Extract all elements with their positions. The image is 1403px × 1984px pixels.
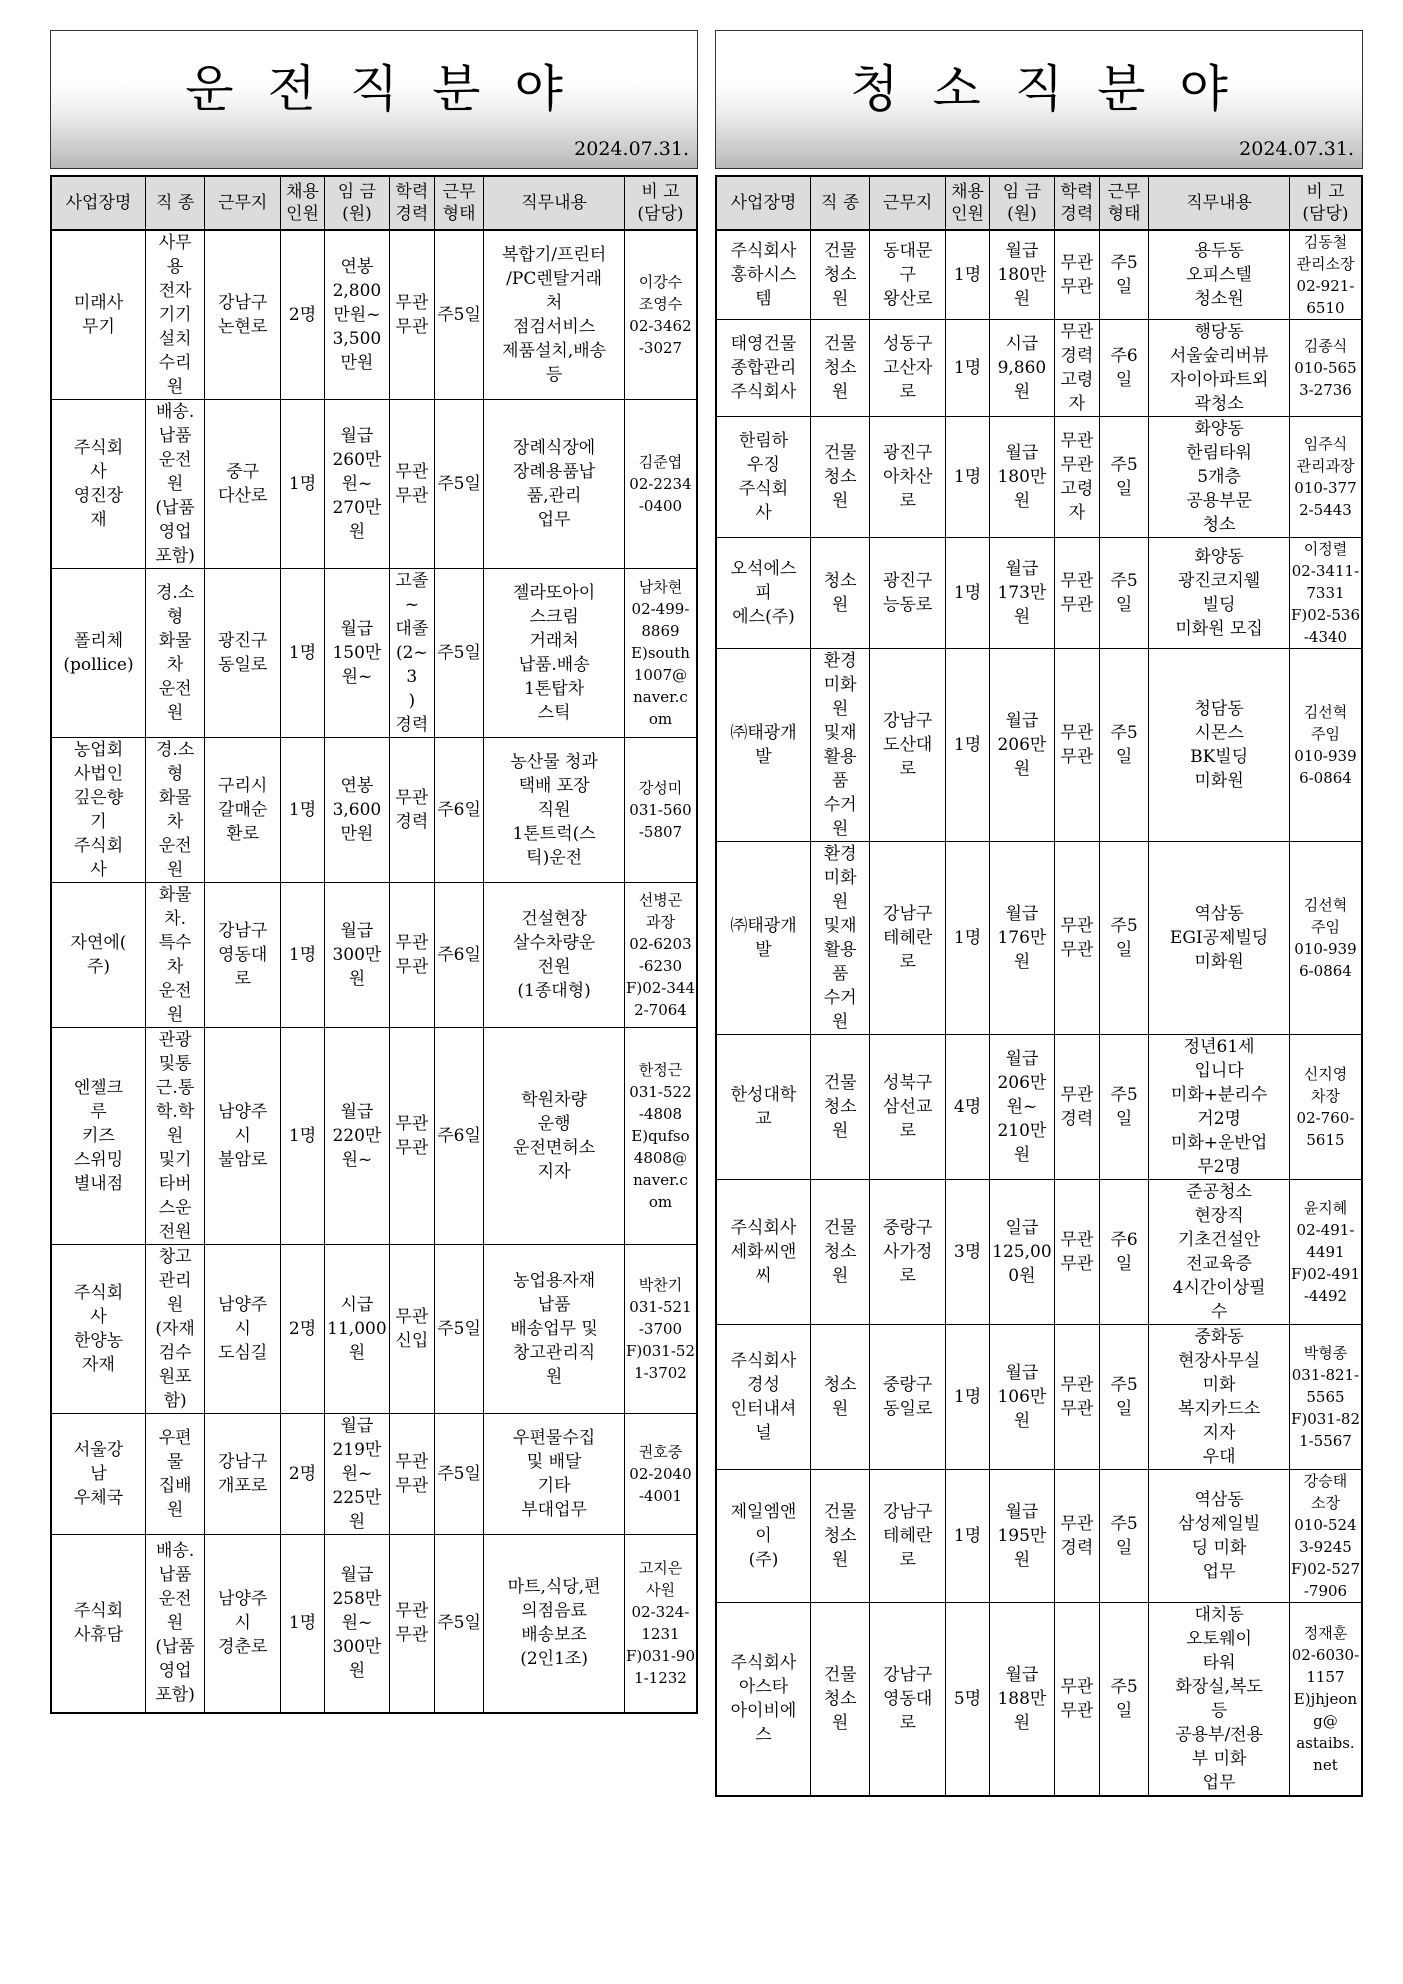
- column-header: 채용 인원: [946, 176, 990, 230]
- job-cell: 건물 청소 원: [810, 1603, 869, 1797]
- wage-cell: 월급 173만 원: [990, 538, 1055, 649]
- wage-cell: 월급 206만 원~ 210만 원: [990, 1035, 1055, 1180]
- cleaning-jobs-panel: [715, 30, 1363, 1793]
- count-cell: 1명: [946, 538, 990, 649]
- wage-cell: 연봉 3,600 만원: [325, 738, 390, 883]
- column-header: 근무 형태: [434, 176, 483, 230]
- count-cell: 1명: [281, 569, 325, 738]
- column-header: 근무 형태: [1099, 176, 1148, 230]
- job-cell: 경.소 형 화물 차 운전 원: [145, 738, 204, 883]
- duty-cell: 청담동 시몬스 BK빌딩 미화원: [1149, 649, 1290, 842]
- count-cell: 1명: [281, 1028, 325, 1245]
- count-cell: 1명: [281, 400, 325, 569]
- duty-cell: 준공청소 현장직 기초건설안 전교육증 4시간이상필 수: [1149, 1180, 1290, 1325]
- location-cell: 강남구 개포로: [205, 1414, 281, 1535]
- job-cell: 배송. 납품 운전 원 (납품 영업 포함): [145, 1535, 204, 1713]
- education-cell: 무관 무관: [389, 1028, 434, 1245]
- company-cell: 주식회 사휴담: [51, 1535, 145, 1713]
- education-cell: 무관 무관: [1054, 538, 1099, 649]
- job-cell: 관광 및통 근.통 학.학 원 및기 타버 스운 전원: [145, 1028, 204, 1245]
- column-header: 채용 인원: [281, 176, 325, 230]
- worktype-cell: 주6 일: [1099, 320, 1148, 417]
- location-cell: 강남구 테헤란 로: [870, 842, 946, 1035]
- job-cell: 건물 청소 원: [810, 320, 869, 417]
- table-row: [716, 649, 1362, 842]
- wage-cell: 월급 220만 원~: [325, 1028, 390, 1245]
- panel-title: 청소직분야: [850, 60, 1262, 118]
- jobs-table: [50, 175, 698, 1714]
- column-header: 직 종: [810, 176, 869, 230]
- column-header: 학력 경력: [1054, 176, 1099, 230]
- column-header: 임 금 (원): [325, 176, 390, 230]
- duty-cell: 역삼동 EGI공제빌딩 미화원: [1149, 842, 1290, 1035]
- column-header: 사업장명: [716, 176, 810, 230]
- count-cell: 2명: [281, 1414, 325, 1535]
- count-cell: 2명: [281, 1245, 325, 1414]
- worktype-cell: 주5 일: [1099, 1603, 1148, 1797]
- table-row: [716, 1035, 1362, 1180]
- table-row: [51, 1028, 697, 1245]
- location-cell: 광진구 능동로: [870, 538, 946, 649]
- worktype-cell: 주5일: [434, 1245, 483, 1414]
- education-cell: 무관 무관: [1054, 1603, 1099, 1797]
- worktype-cell: 주5 일: [1099, 538, 1148, 649]
- duty-cell: 화양동 광진코지웰 빌딩 미화원 모집: [1149, 538, 1290, 649]
- job-cell: 환경 미화 원 및재 활용 품 수거 원: [810, 649, 869, 842]
- wage-cell: 월급 258만 원~ 300만 원: [325, 1535, 390, 1713]
- worktype-cell: 주6 일: [1099, 1180, 1148, 1325]
- contact-cell: 고지은 사원 02-324- 1231 F)031-90 1-1232: [624, 1535, 697, 1713]
- wage-cell: 월급 180만 원: [990, 230, 1055, 320]
- company-cell: 자연에( 주): [51, 883, 145, 1028]
- job-cell: 경.소 형 화물 차 운전 원: [145, 569, 204, 738]
- contact-cell: 선병곤 과장 02-6203 -6230 F)02-344 2-7064: [624, 883, 697, 1028]
- worktype-cell: 주5 일: [1099, 1035, 1148, 1180]
- contact-cell: 임주식 관리과장 010-377 2-5443: [1289, 417, 1362, 538]
- worktype-cell: 주5 일: [1099, 842, 1148, 1035]
- count-cell: 1명: [946, 230, 990, 320]
- education-cell: 무관 신입: [389, 1245, 434, 1414]
- panel-title: 운전직분야: [185, 60, 597, 118]
- job-cell: 건물 청소 원: [810, 1470, 869, 1603]
- duty-cell: 중화동 현장사무실 미화 복지카드소 지자 우대: [1149, 1325, 1290, 1470]
- panel-header: [715, 30, 1363, 169]
- table-row: [51, 230, 697, 400]
- column-header: 직무내용: [484, 176, 625, 230]
- job-cell: 건물 청소 원: [810, 417, 869, 538]
- company-cell: 엔젤크 루 키즈 스위밍 별내점: [51, 1028, 145, 1245]
- job-cell: 건물 청소 원: [810, 1035, 869, 1180]
- education-cell: 무관 경력: [1054, 1035, 1099, 1180]
- duty-cell: 농업용자재 납품 배송업무 및 창고관리직 원: [484, 1245, 625, 1414]
- contact-cell: 김동철 관리소장 02-921- 6510: [1289, 230, 1362, 320]
- location-cell: 성북구 삼선교 로: [870, 1035, 946, 1180]
- wage-cell: 월급 300만 원: [325, 883, 390, 1028]
- location-cell: 강남구 테헤란 로: [870, 1470, 946, 1603]
- wage-cell: 월급 206만 원: [990, 649, 1055, 842]
- contact-cell: 남차현 02-499- 8869 E)south 1007@ naver.c om: [624, 569, 697, 738]
- contact-cell: 박형종 031-821- 5565 F)031-82 1-5567: [1289, 1325, 1362, 1470]
- job-cell: 화물 차. 특수 차 운전 원: [145, 883, 204, 1028]
- wage-cell: 월급 106만 원: [990, 1325, 1055, 1470]
- company-cell: 미래사 무기: [51, 230, 145, 400]
- company-cell: 태영건물 종합관리 주식회사: [716, 320, 810, 417]
- table-row: [716, 417, 1362, 538]
- job-cell: 배송. 납품 운전 원 (납품 영업 포함): [145, 400, 204, 569]
- duty-cell: 대치동 오토웨이 타워 화장실,복도 등 공용부/전용 부 미화 업무: [1149, 1603, 1290, 1797]
- worktype-cell: 주5일: [434, 569, 483, 738]
- company-cell: 주식회사 경성 인터내셔 널: [716, 1325, 810, 1470]
- count-cell: 1명: [281, 738, 325, 883]
- company-cell: 서울강 남 우체국: [51, 1414, 145, 1535]
- location-cell: 남양주 시 경춘로: [205, 1535, 281, 1713]
- location-cell: 남양주 시 불암로: [205, 1028, 281, 1245]
- count-cell: 1명: [946, 417, 990, 538]
- jobs-table: [715, 175, 1363, 1797]
- education-cell: 무관 무관: [389, 1414, 434, 1535]
- company-cell: 한림하 우징 주식회 사: [716, 417, 810, 538]
- count-cell: 1명: [281, 1535, 325, 1713]
- column-header: 사업장명: [51, 176, 145, 230]
- column-header: 비 고 (담당): [1289, 176, 1362, 230]
- contact-cell: 권호중 02-2040 -4001: [624, 1414, 697, 1535]
- count-cell: 4명: [946, 1035, 990, 1180]
- count-cell: 5명: [946, 1603, 990, 1797]
- contact-cell: 정재훈 02-6030- 1157 E)jhjeon g@ astaibs. net: [1289, 1603, 1362, 1797]
- count-cell: 3명: [946, 1180, 990, 1325]
- table-row: [51, 400, 697, 569]
- table-row: [51, 883, 697, 1028]
- location-cell: 강남구 도산대 로: [870, 649, 946, 842]
- location-cell: 광진구 아차산 로: [870, 417, 946, 538]
- location-cell: 중랑구 동일로: [870, 1325, 946, 1470]
- contact-cell: 한정근 031-522 -4808 E)qufso 4808@ naver.c om: [624, 1028, 697, 1245]
- table-row: [716, 538, 1362, 649]
- company-cell: 폴리체 (pollice): [51, 569, 145, 738]
- column-header: 임 금 (원): [990, 176, 1055, 230]
- table-row: [51, 1245, 697, 1414]
- company-cell: 제일엠앤 이 (주): [716, 1470, 810, 1603]
- worktype-cell: 주5 일: [1099, 1470, 1148, 1603]
- job-cell: 창고 관리 원 (자재 검수 원포 함): [145, 1245, 204, 1414]
- table-header-row: [716, 176, 1362, 230]
- location-cell: 강남구 영동대 로: [205, 883, 281, 1028]
- duty-cell: 역삼동 삼성제일빌 딩 미화 업무: [1149, 1470, 1290, 1603]
- worktype-cell: 주5 일: [1099, 417, 1148, 538]
- wage-cell: 월급 219만 원~ 225만 원: [325, 1414, 390, 1535]
- education-cell: 무관 무관: [1054, 649, 1099, 842]
- location-cell: 구리시 갈매순 환로: [205, 738, 281, 883]
- worktype-cell: 주5일: [434, 1414, 483, 1535]
- worktype-cell: 주6일: [434, 1028, 483, 1245]
- driving-jobs-panel: [50, 30, 698, 1706]
- job-cell: 건물 청소 원: [810, 1180, 869, 1325]
- company-cell: 주식회사 홍하시스 템: [716, 230, 810, 320]
- location-cell: 광진구 동일로: [205, 569, 281, 738]
- count-cell: 1명: [946, 1325, 990, 1470]
- worktype-cell: 주5 일: [1099, 649, 1148, 842]
- wage-cell: 월급 195만 원: [990, 1470, 1055, 1603]
- company-cell: 주식회사 세화씨앤 씨: [716, 1180, 810, 1325]
- column-header: 학력 경력: [389, 176, 434, 230]
- duty-cell: 농산물 청과 택배 포장 직원 1톤트럭(스 틱)운전: [484, 738, 625, 883]
- contact-cell: 신지영 차장 02-760- 5615: [1289, 1035, 1362, 1180]
- location-cell: 성동구 고산자 로: [870, 320, 946, 417]
- location-cell: 중랑구 사가정 로: [870, 1180, 946, 1325]
- company-cell: 한성대학 교: [716, 1035, 810, 1180]
- company-cell: 오석에스 피 에스(주): [716, 538, 810, 649]
- contact-cell: 이강수 조영수 02-3462 -3027: [624, 230, 697, 400]
- location-cell: 강남구 영동대 로: [870, 1603, 946, 1797]
- job-cell: 환경 미화 원 및재 활용 품 수거 원: [810, 842, 869, 1035]
- job-cell: 청소 원: [810, 538, 869, 649]
- duty-cell: 정년61세 입니다 미화+분리수 거2명 미화+운반업 무2명: [1149, 1035, 1290, 1180]
- location-cell: 남양주 시 도심길: [205, 1245, 281, 1414]
- company-cell: 주식회사 아스타 아이비에 스: [716, 1603, 810, 1797]
- column-header: 직무내용: [1149, 176, 1290, 230]
- count-cell: 1명: [946, 842, 990, 1035]
- column-header: 근무지: [205, 176, 281, 230]
- education-cell: 무관 무관: [1054, 842, 1099, 1035]
- table-row: [51, 738, 697, 883]
- contact-cell: 박찬기 031-521 -3700 F)031-52 1-3702: [624, 1245, 697, 1414]
- panel-header: [50, 30, 698, 169]
- education-cell: 무관 무관: [1054, 1325, 1099, 1470]
- worktype-cell: 주6일: [434, 883, 483, 1028]
- contact-cell: 강성미 031-560 -5807: [624, 738, 697, 883]
- table-row: [716, 842, 1362, 1035]
- column-header: 직 종: [145, 176, 204, 230]
- table-row: [51, 569, 697, 738]
- contact-cell: 김종식 010-565 3-2736: [1289, 320, 1362, 417]
- education-cell: 무관 무관 고령 자: [1054, 417, 1099, 538]
- table-row: [716, 320, 1362, 417]
- table-row: [716, 1603, 1362, 1797]
- worktype-cell: 주5 일: [1099, 1325, 1148, 1470]
- duty-cell: 용두동 오피스텔 청소원: [1149, 230, 1290, 320]
- wage-cell: 연봉 2,800 만원~ 3,500 만원: [325, 230, 390, 400]
- wage-cell: 월급 150만 원~: [325, 569, 390, 738]
- company-cell: ㈜태광개 발: [716, 842, 810, 1035]
- education-cell: 무관 경력 고령 자: [1054, 320, 1099, 417]
- company-cell: 주식회 사 한양농 자재: [51, 1245, 145, 1414]
- location-cell: 동대문 구 왕산로: [870, 230, 946, 320]
- count-cell: 1명: [946, 320, 990, 417]
- company-cell: 농업회 사법인 깊은향 기 주식회 사: [51, 738, 145, 883]
- duty-cell: 학원차량 운행 운전면허소 지자: [484, 1028, 625, 1245]
- wage-cell: 시급 9,860 원: [990, 320, 1055, 417]
- worktype-cell: 주5일: [434, 400, 483, 569]
- location-cell: 강남구 논현로: [205, 230, 281, 400]
- worktype-cell: 주6일: [434, 738, 483, 883]
- duty-cell: 우편물수집 및 배달 기타 부대업무: [484, 1414, 625, 1535]
- contact-cell: 김준엽 02-2234 -0400: [624, 400, 697, 569]
- contact-cell: 김선혁 주임 010-939 6-0864: [1289, 649, 1362, 842]
- count-cell: 1명: [281, 883, 325, 1028]
- panel-date: 2024.07.31.: [1239, 138, 1354, 160]
- duty-cell: 장례식장에 장례용품납 품,관리 업무: [484, 400, 625, 569]
- table-header-row: [51, 176, 697, 230]
- worktype-cell: 주5일: [434, 1535, 483, 1713]
- education-cell: 무관 무관: [1054, 230, 1099, 320]
- table-row: [51, 1535, 697, 1713]
- worktype-cell: 주5일: [434, 230, 483, 400]
- education-cell: 무관 무관: [389, 230, 434, 400]
- company-cell: ㈜태광개 발: [716, 649, 810, 842]
- duty-cell: 건설현장 살수차량운 전원 (1종대형): [484, 883, 625, 1028]
- table-row: [716, 1180, 1362, 1325]
- wage-cell: 월급 260만 원~ 270만 원: [325, 400, 390, 569]
- table-row: [51, 1414, 697, 1535]
- wage-cell: 월급 176만 원: [990, 842, 1055, 1035]
- job-cell: 우편 물 집배 원: [145, 1414, 204, 1535]
- table-row: [716, 1325, 1362, 1470]
- duty-cell: 마트,식당,편 의점음료 배송보조 (2인1조): [484, 1535, 625, 1713]
- education-cell: 무관 무관: [389, 883, 434, 1028]
- company-cell: 주식회 사 영진장 재: [51, 400, 145, 569]
- education-cell: 무관 무관: [389, 1535, 434, 1713]
- duty-cell: 행당동 서울숲리버뷰 자이아파트외 곽청소: [1149, 320, 1290, 417]
- job-cell: 청소 원: [810, 1325, 869, 1470]
- count-cell: 1명: [946, 649, 990, 842]
- education-cell: 고졸 ~ 대졸 (2~3 ) 경력: [389, 569, 434, 738]
- wage-cell: 월급 180만 원: [990, 417, 1055, 538]
- count-cell: 1명: [946, 1470, 990, 1603]
- wage-cell: 월급 188만 원: [990, 1603, 1055, 1797]
- wage-cell: 시급 11,000 원: [325, 1245, 390, 1414]
- job-cell: 사무 용 전자 기기 설치 수리 원: [145, 230, 204, 400]
- job-cell: 건물 청소 원: [810, 230, 869, 320]
- education-cell: 무관 무관: [1054, 1180, 1099, 1325]
- column-header: 비 고 (담당): [624, 176, 697, 230]
- contact-cell: 윤지혜 02-491- 4491 F)02-491 -4492: [1289, 1180, 1362, 1325]
- duty-cell: 젤라또아이 스크림 거래처 납품.배송 1톤탑차 스틱: [484, 569, 625, 738]
- contact-cell: 김선혁 주임 010-939 6-0864: [1289, 842, 1362, 1035]
- education-cell: 무관 경력: [389, 738, 434, 883]
- duty-cell: 복합기/프린터 /PC렌탈거래 처 점검서비스 제품설치,배송 등: [484, 230, 625, 400]
- panel-date: 2024.07.31.: [574, 138, 689, 160]
- contact-cell: 이정렬 02-3411- 7331 F)02-536 -4340: [1289, 538, 1362, 649]
- location-cell: 중구 다산로: [205, 400, 281, 569]
- table-row: [716, 1470, 1362, 1603]
- contact-cell: 강승태 소장 010-524 3-9245 F)02-527 -7906: [1289, 1470, 1362, 1603]
- worktype-cell: 주5 일: [1099, 230, 1148, 320]
- duty-cell: 화양동 한림타워 5개층 공용부문 청소: [1149, 417, 1290, 538]
- table-row: [716, 230, 1362, 320]
- education-cell: 무관 무관: [389, 400, 434, 569]
- wage-cell: 일급 125,00 0원: [990, 1180, 1055, 1325]
- count-cell: 2명: [281, 230, 325, 400]
- education-cell: 무관 경력: [1054, 1470, 1099, 1603]
- column-header: 근무지: [870, 176, 946, 230]
